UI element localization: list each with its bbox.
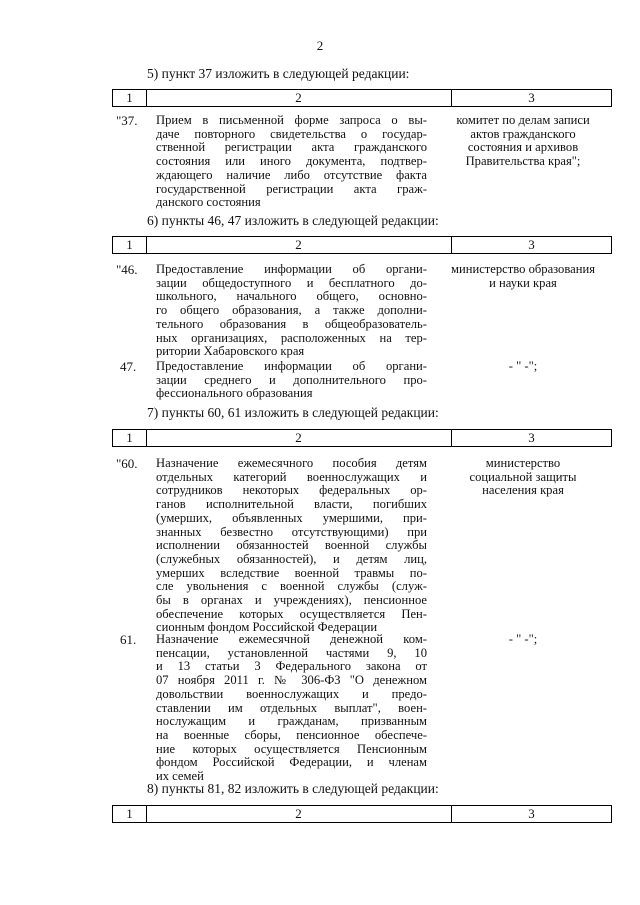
text-line: ритории Хабаровского края xyxy=(156,345,305,359)
text-line: их семей xyxy=(156,770,204,784)
text-line: ставлении им отдельных выплат", воен- xyxy=(156,701,427,715)
text-line: фондом Российской Федерации, и членам xyxy=(156,756,427,770)
text-line: на военные сборы, пенсионное обеспече- xyxy=(156,728,427,742)
column-header-2: 2 xyxy=(146,806,452,822)
item-number: "46. xyxy=(116,262,138,277)
text-line: ганов исполнительной власти, погибших xyxy=(156,498,427,512)
text-line: довольствии военнослужащих и предо- xyxy=(156,687,427,701)
text-line: Прием в письменной форме запроса о вы- xyxy=(156,114,427,127)
item-authority xyxy=(437,114,609,169)
text-line: исполнении обязанностей военной службы xyxy=(156,539,427,553)
item-number: 61. xyxy=(120,632,137,647)
text-line: данского состояния xyxy=(156,196,261,210)
text-line: сионным фондом Российской Федерации xyxy=(156,621,378,635)
item-description xyxy=(156,263,427,359)
text-line: государственной регистрации акта граж- xyxy=(156,182,427,196)
item-authority xyxy=(437,263,609,290)
section-instruction: 5) пункт 37 изложить в следующей редакции: xyxy=(147,66,410,81)
column-header-3: 3 xyxy=(528,430,535,445)
text-line: тельного образования в общеобразователь- xyxy=(156,317,427,331)
text-line: и науки края xyxy=(489,275,557,290)
column-header-1: 1 xyxy=(113,237,147,253)
table-header xyxy=(112,236,612,254)
item-description xyxy=(156,633,427,784)
section-instruction: 7) пункты 60, 61 изложить в следующей редакции: xyxy=(147,405,439,420)
text-line: зации общедоступного и бесплатного до- xyxy=(156,276,427,290)
text-line: и 13 статьи 3 Федерального закона от xyxy=(156,660,427,674)
text-line: фессионального образования xyxy=(156,387,313,401)
text-line: умерших вследствие военной травмы по- xyxy=(156,566,427,580)
text-line: министерство xyxy=(485,456,561,470)
item-number: "60. xyxy=(116,456,138,471)
text-line: населения края xyxy=(482,483,564,498)
table-header xyxy=(112,429,612,447)
item-description xyxy=(156,114,427,210)
column-header-3: 3 xyxy=(528,806,535,821)
text-line: школьного, начального общего, основно- xyxy=(156,290,427,304)
text-line: министерство образования xyxy=(451,262,595,276)
text-line: сотрудников некоторых федеральных ор- xyxy=(156,484,427,498)
column-header-2: 2 xyxy=(146,90,452,106)
text-line: актов гражданского xyxy=(470,126,576,141)
column-header-1: 1 xyxy=(113,90,147,106)
item-description xyxy=(156,360,427,401)
section-instruction: 8) пункты 81, 82 изложить в следующей редакции: xyxy=(147,781,439,796)
item-authority xyxy=(437,457,609,498)
text-line: комитет по делам записи xyxy=(456,113,590,127)
table-header xyxy=(112,805,612,823)
text-line: ных организациях, расположенных на тер- xyxy=(156,331,427,345)
text-line: обеспечение которых осуществляется Пен- xyxy=(156,607,427,621)
text-line: Назначение ежемесячного пособия детям xyxy=(156,457,427,470)
item-number: "37. xyxy=(116,113,138,128)
column-header-2: 2 xyxy=(146,430,452,446)
text-line: - " -"; xyxy=(508,359,538,373)
table-header xyxy=(112,89,612,107)
text-line: - " -"; xyxy=(508,632,538,646)
text-line: Назначение ежемесячной денежной ком- xyxy=(156,633,427,646)
text-line: отдельных категорий военнослужащих и xyxy=(156,470,427,484)
text-line: состояния и архивов xyxy=(467,140,579,155)
text-line: (умерших, объявленных умершими, при- xyxy=(156,511,427,525)
text-line: Правительства края"; xyxy=(465,154,581,169)
text-line: даче повторного свидетельства о государ- xyxy=(156,127,427,141)
text-line: зации среднего и дополнительного про- xyxy=(156,373,427,387)
page-number: 2 xyxy=(316,38,324,53)
item-description xyxy=(156,457,427,635)
item-number: 47. xyxy=(120,359,137,374)
item-authority xyxy=(437,360,609,374)
text-line: нослужащим и гражданам, призванным xyxy=(156,715,427,729)
text-line: ственной регистрации акта гражданского xyxy=(156,141,427,155)
text-line: 07 ноября 2011 г. № 306-ФЗ "О денежном xyxy=(156,674,427,688)
column-header-1: 1 xyxy=(113,806,147,822)
column-header-2: 2 xyxy=(146,237,452,253)
text-line: ние которых осуществляется Пенсионным xyxy=(156,742,427,756)
text-line: го общего образования, а также дополни- xyxy=(156,304,427,318)
text-line: Предоставление информации об органи- xyxy=(156,360,427,373)
column-header-3: 3 xyxy=(528,237,535,252)
text-line: пенсации, установленной частями 9, 10 xyxy=(156,646,427,660)
text-line: социальной защиты xyxy=(469,469,577,484)
text-line: сле увольнения с военной службы (служ- xyxy=(156,580,427,594)
text-line: бы в органах и учреждениях), пенсионное xyxy=(156,594,427,608)
text-line: (служебных обязанностей), и детям лиц, xyxy=(156,552,427,566)
item-authority xyxy=(437,633,609,647)
section-instruction: 6) пункты 46, 47 изложить в следующей редакции: xyxy=(147,213,439,228)
column-header-1: 1 xyxy=(113,430,147,446)
column-header-3: 3 xyxy=(528,90,535,105)
text-line: знанных безвестно отсутствующими) при xyxy=(156,525,427,539)
text-line: Предоставление информации об органи- xyxy=(156,263,427,276)
text-line: ждающего наличие либо отсутствие факта xyxy=(156,168,427,182)
text-line: состояния или иного документа, подтвер- xyxy=(156,155,427,169)
